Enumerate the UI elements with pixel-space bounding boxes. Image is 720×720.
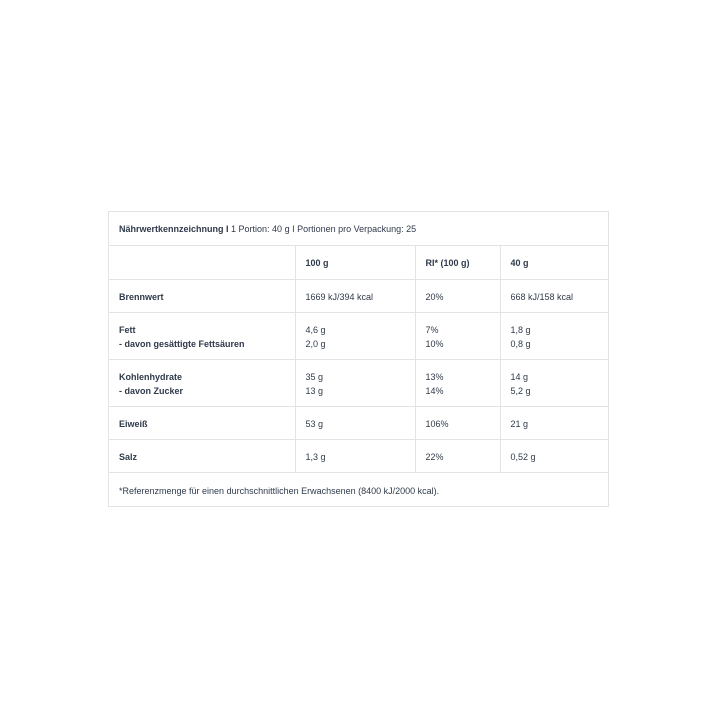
table-footnote: *Referenzmenge für einen durchschnittlichen Erwachsenen (8400 kJ/2000 kcal).	[119, 485, 440, 496]
cell-per40	[500, 439, 608, 472]
caption-details: 1 Portion: 40 g I Portionen pro Verpackung: 25	[228, 224, 417, 234]
cell-value: 53 g	[305, 418, 324, 429]
cell-per40	[500, 406, 608, 439]
row-sublabel-line: - davon Zucker	[119, 385, 184, 396]
cell-value: 0,52 g	[510, 451, 536, 462]
cell-value: 7%	[425, 324, 439, 335]
row-label	[109, 359, 295, 406]
cell-per100	[295, 359, 415, 406]
table-row	[109, 279, 608, 312]
cell-value: 1,8 g	[510, 324, 531, 335]
row-label-line: Eiweiß	[119, 418, 148, 429]
table-row	[109, 312, 608, 359]
cell-per40	[500, 279, 608, 312]
header-cell-ri: RI* (100 g)	[415, 246, 500, 279]
caption-title: Nährwertkennzeichnung I	[119, 224, 229, 234]
row-label-line: Salz	[119, 451, 138, 462]
cell-ri	[415, 312, 500, 359]
header-row	[109, 246, 608, 279]
row-label	[109, 312, 295, 359]
cell-value: 1,3 g	[305, 451, 326, 462]
row-label-line: Brennwert	[119, 291, 164, 302]
cell-value: 5,2 g	[510, 385, 531, 396]
cell-value: 35 g	[305, 371, 324, 382]
table-row	[109, 359, 608, 406]
row-label	[109, 279, 295, 312]
cell-value: 1669 kJ/394 kcal	[305, 291, 374, 302]
row-label-line: Fett	[119, 324, 136, 335]
cell-value: 106%	[425, 418, 449, 429]
cell-ri	[415, 359, 500, 406]
row-label-line: Kohlenhydrate	[119, 371, 183, 382]
cell-value: 668 kJ/158 kcal	[510, 291, 574, 302]
table-row	[109, 439, 608, 472]
cell-value: 14%	[425, 385, 444, 396]
cell-value: 22%	[425, 451, 444, 462]
cell-value: 14 g	[510, 371, 529, 382]
cell-per100	[295, 312, 415, 359]
cell-per40	[500, 359, 608, 406]
cell-per100	[295, 406, 415, 439]
cell-ri	[415, 406, 500, 439]
cell-value: 2,0 g	[305, 338, 326, 349]
row-sublabel-line: - davon gesättigte Fettsäuren	[119, 338, 245, 349]
cell-value: 13 g	[305, 385, 324, 396]
cell-value: 20%	[425, 291, 444, 302]
row-label	[109, 406, 295, 439]
cell-per40	[500, 312, 608, 359]
nutrition-table-box	[108, 211, 609, 507]
cell-value: 0,8 g	[510, 338, 531, 349]
cell-value: 21 g	[510, 418, 529, 429]
cell-per100	[295, 279, 415, 312]
cell-value: 4,6 g	[305, 324, 326, 335]
row-label	[109, 439, 295, 472]
cell-ri	[415, 439, 500, 472]
header-cell-empty	[109, 246, 295, 279]
cell-ri	[415, 279, 500, 312]
nutrition-table	[109, 246, 608, 473]
cell-per100	[295, 439, 415, 472]
cell-value: 13%	[425, 371, 444, 382]
table-caption	[109, 212, 608, 246]
cell-value: 10%	[425, 338, 444, 349]
header-cell-per40: 40 g	[500, 246, 608, 279]
table-row	[109, 406, 608, 439]
header-cell-per100: 100 g	[295, 246, 415, 279]
